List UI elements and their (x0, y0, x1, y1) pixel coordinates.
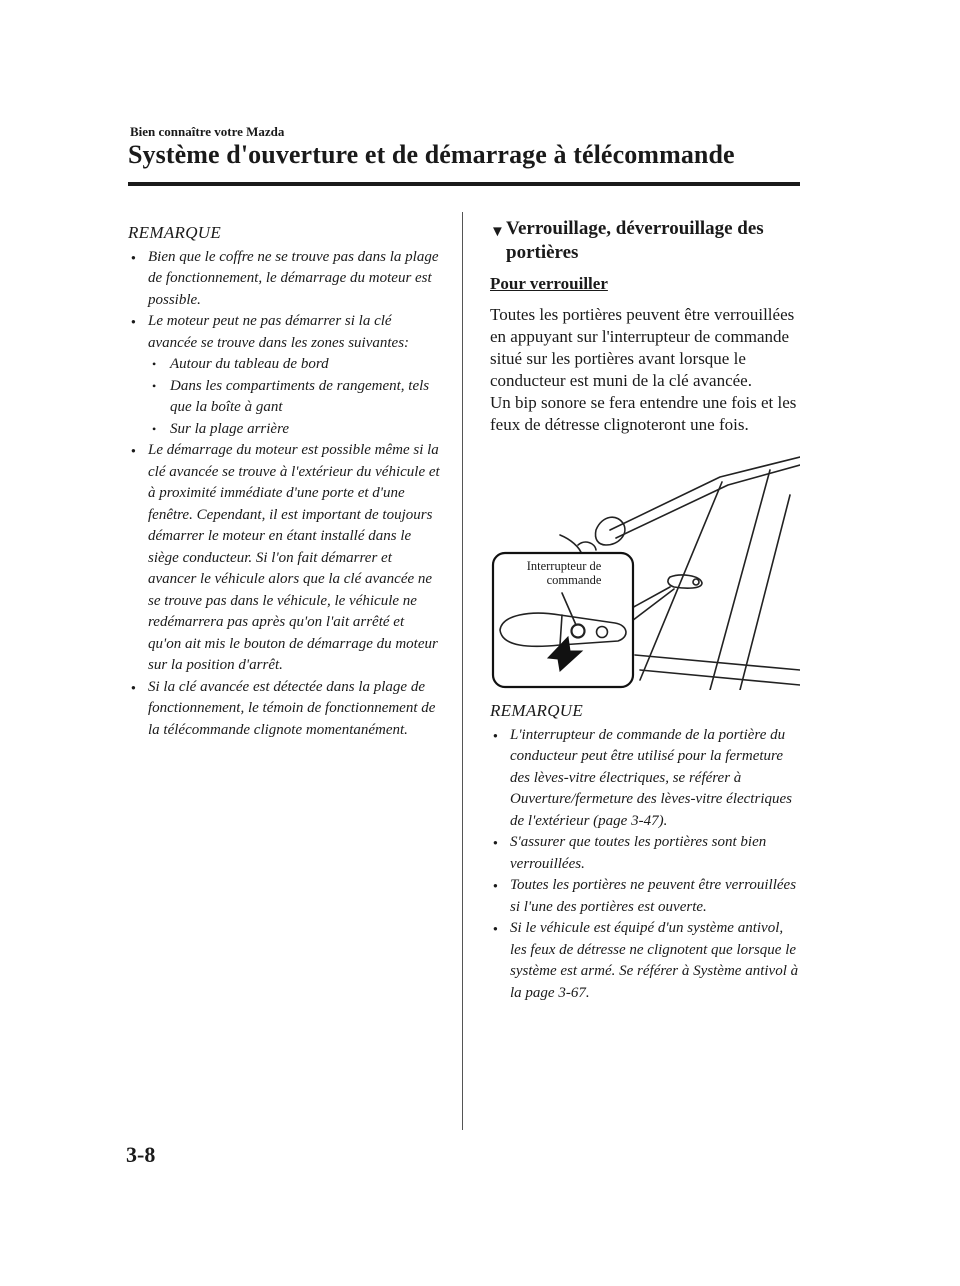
list-item: ● L'interrupteur de commande de la portière du conducteur peut être utilisé pour la fermeture des lèves-vitre électriques, se référer à Ouverture/fermeture des lèves-vitre électriques de l'extérieur (page 3-47). (490, 725, 802, 833)
door-switch-figure (490, 455, 800, 690)
list-item: ● Bien que le coffre ne se trouve pas dans la plage de fonctionnement, le démarrage du moteur est possible. (128, 247, 440, 312)
list-item: ● Si le véhicule est équipé d'un système antivol, les feux de détresse ne clignotent que lorsque le système est armé. Se référer à Système antivol à la page 3-67. (490, 918, 802, 1004)
figure-label: Interrupteur de commande (526, 559, 602, 587)
list-item-text: Le moteur peut ne pas démarrer si la clé avancée se trouve dans les zones suivantes: (148, 313, 410, 351)
sub-list-item: • Autour du tableau de bord (148, 354, 440, 376)
list-item: ● Toutes les portières ne peuvent être verrouillées si l'une des portières est ouverte. (490, 875, 802, 918)
body-paragraph: Un bip sonore se fera entendre une fois et les feux de détresse clignoteront une fois. (490, 393, 797, 434)
section-label: Bien connaître votre Mazda (130, 124, 285, 139)
note-heading: REMARQUE (128, 223, 222, 242)
page-title: Système d'ouverture et de démarrage à télécommande (128, 140, 735, 169)
note-heading: REMARQUE (490, 701, 584, 720)
sub-list-item: • Sur la plage arrière (148, 419, 440, 441)
subsection-heading (490, 217, 810, 265)
right-note (490, 700, 802, 1004)
list-item: ● Si la clé avancée est détectée dans la plage de fonctionnement, le témoin de fonctionnement de la télécommande clignote momentanément. (128, 677, 440, 742)
sub-list-item: • Dans les compartiments de rangement, tels que la boîte à gant (148, 376, 440, 419)
column-divider (462, 212, 463, 1130)
subsection-heading-line2: portières (506, 242, 579, 263)
list-item (128, 311, 440, 440)
subheading: Pour verrouiller (490, 274, 608, 293)
list-item: ● Le démarrage du moteur est possible même si la clé avancée se trouve à l'extérieur du véhicule et à proximité immédiate d'une porte et d'une fenêtre. Cependant, il est important de toujours démarrer le moteur en étant installé dans le siège conducteur. Si l'on fait démarrer et avancer le véhicule alors que la clé avancée ne se trouve pas dans le véhicule, le véhicule ne redémarrera pas après qu'on l'ait arrêté et qu'on ait mis le bouton de démarrage du moteur sur la position d'arrêt. (128, 440, 440, 677)
left-note (128, 222, 440, 741)
body-paragraph: Toutes les portières peuvent être verrouillées en appuyant sur l'interrupteur de commande situé sur les portières avant lorsque le conducteur est muni de la clé avancée. (490, 305, 795, 390)
list-item: ● S'assurer que toutes les portières sont bien verrouillées. (490, 832, 802, 875)
body-text (490, 304, 800, 436)
subsection-heading-line1: Verrouillage, déverrouillage des (506, 218, 764, 239)
page-number: 3-8 (126, 1142, 156, 1167)
triangle-down-icon: ▼ (490, 224, 505, 240)
title-rule (128, 182, 800, 186)
